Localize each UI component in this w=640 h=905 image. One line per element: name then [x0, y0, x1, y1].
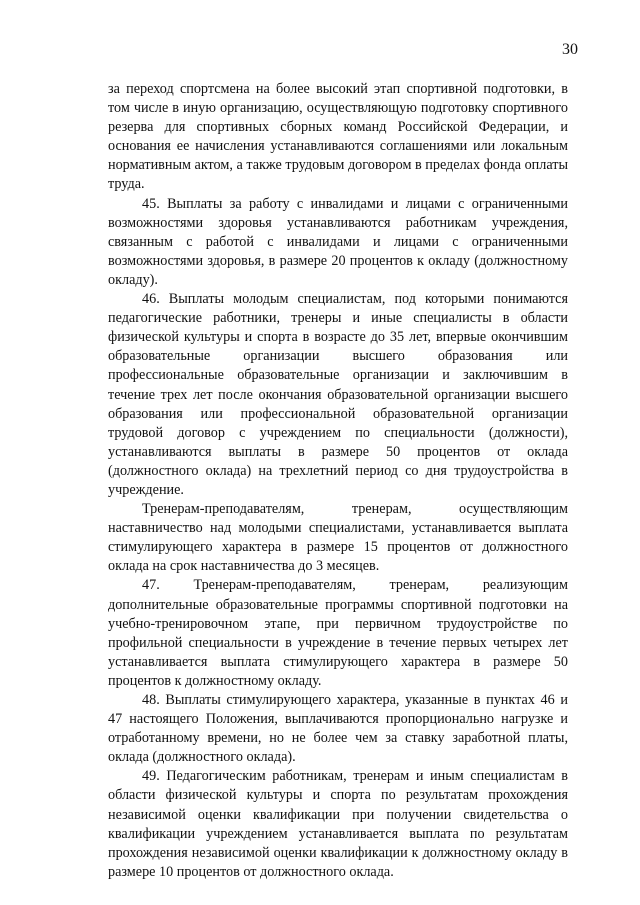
- page-number: 30: [562, 41, 578, 58]
- paragraph-item-47: 47. Тренерам-преподавателям, тренерам, реализующим дополнительные образовательные программы спортивной подготовки на учебно-тренировочном этапе, при первичном трудоустройстве по профильной специальности в учреждение в течение первых четырех лет устанавливается выплата стимулирующего характера в размере 50 процентов к должностному окладу.: [108, 577, 568, 689]
- paragraph-item-46: 46. Выплаты молодым специалистам, под которыми понимаются педагогические работники, тренеры и иные специалисты в области физической культуры и спорта в возрасте до 35 лет, впервые окончившим образовательные организации высшего образования или профессиональные образовательные организации и заключившим в течение трех лет после окончания образовательной организации высшего образования или профессиональной образовательной организации трудовой договор с учреждением по специальности (должности), устанавливаются выплаты в размере 50 процентов от оклада (должностного оклада) на трехлетний период со дня трудоустройства в учреждение.: [108, 291, 568, 498]
- paragraph-item-45: 45. Выплаты за работу с инвалидами и лицами с ограниченными возможностями здоровья устанавливаются работникам учреждения, связанным с работой с инвалидами и лицами с ограниченными возможностями здоровья, в размере 20 процентов к окладу (должностному окладу).: [108, 195, 568, 288]
- document-body: [108, 80, 568, 882]
- paragraph-item-49: 49. Педагогическим работникам, тренерам и иным специалистам в области физической культуры и спорта по результатам прохождения независимой оценки квалификации при получении свидетельства о квалификации учреждением устанавливается выплата по результатам прохождения независимой оценки квалификации к должностному окладу в размере 10 процентов от должностного оклада.: [108, 768, 568, 880]
- paragraph-item-46-mentors: Тренерам-преподавателям, тренерам, осуществляющим наставничество над молодыми специалистами, устанавливается выплата стимулирующего характера в размере 15 процентов от должностного оклада на срок наставничества до 3 месяцев.: [108, 501, 568, 575]
- paragraph-item-48: 48. Выплаты стимулирующего характера, указанные в пунктах 46 и 47 настоящего Положения, выплачиваются пропорционально нагрузке и отработанному времени, но не более чем за ставку заработной платы, оклада (должностного оклада).: [108, 692, 568, 766]
- paragraph-continuation: за переход спортсмена на более высокий этап спортивной подготовки, в том числе в иную организацию, осуществляющую подготовку спортивного резерва для спортивных сборных команд Российской Федерации, и основания ее начисления устанавливаются соглашениями или локальным нормативным актом, а также трудовым договором в пределах фонда оплаты труда.: [108, 81, 568, 193]
